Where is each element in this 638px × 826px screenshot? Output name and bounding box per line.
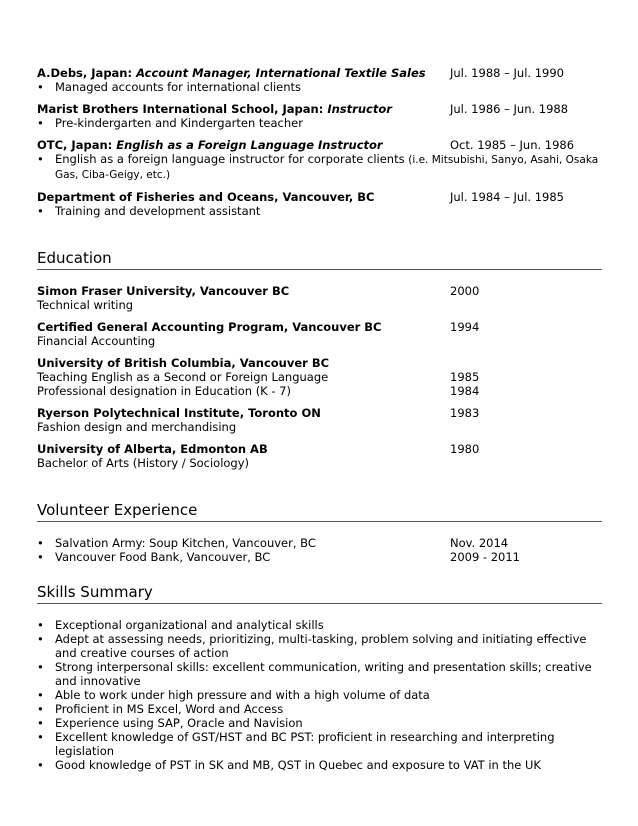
school-name: Certified General Accounting Program, Vancouver BC [37, 320, 382, 334]
skill-text: Strong interpersonal skills: excellent communication, writing and presentation skills; creative and innovative [55, 660, 592, 688]
job-title: Account Manager, International Textile Sales [136, 66, 426, 80]
work-bullet-clients: (i.e. Mitsubishi, Sanyo, Asahi, Osaka Gas, Ciba-Geigy, etc.) [55, 154, 599, 181]
work-bullet: Managed accounts for international clients [55, 80, 301, 94]
skill-text: Experience using SAP, Oracle and Navision [55, 716, 303, 730]
bullet-icon: • [37, 730, 44, 744]
bullet-icon: • [37, 550, 44, 564]
resume-page [37, 66, 602, 772]
work-bullet: Pre-kindergarten and Kindergarten teacher [55, 116, 303, 130]
volunteer-dates: Nov. 2014 [450, 536, 509, 550]
education-detail: Bachelor of Arts (History / Sociology) [37, 456, 250, 470]
section-heading-education: Education [37, 248, 602, 270]
volunteer-item [37, 536, 602, 550]
volunteer-text: Vancouver Food Bank, Vancouver, BC [55, 550, 271, 564]
work-dates: Jul. 1988 – Jul. 1990 [450, 66, 564, 80]
education-detail-year [450, 420, 602, 434]
job-title: English as a Foreign Language Instructor [116, 138, 383, 152]
work-history [37, 66, 602, 218]
bullet-icon: • [37, 618, 44, 632]
school-name: University of British Columbia, Vancouver BC [37, 356, 330, 370]
employer: Department of Fisheries and Oceans, Vancouver, BC [37, 190, 375, 204]
skill-text: Exceptional organizational and analytical skills [55, 618, 324, 632]
bullet-icon: • [37, 536, 44, 550]
work-entry [37, 190, 602, 218]
bullet-icon: • [37, 632, 44, 646]
volunteer-list [37, 536, 602, 564]
education-entry [37, 320, 602, 348]
school-name: Simon Fraser University, Vancouver BC [37, 284, 290, 298]
bullet-icon: • [37, 204, 44, 218]
skill-item [37, 618, 602, 632]
employer: Marist Brothers International School, Japan: [37, 102, 328, 116]
education-detail: Professional designation in Education (K - 7) [37, 384, 291, 398]
bullet-icon: • [37, 688, 44, 702]
education-entry [37, 406, 602, 434]
skill-text: Good knowledge of PST in SK and MB, QST in Quebec and exposure to VAT in the UK [55, 758, 541, 772]
work-dates: Oct. 1985 – Jun. 1986 [450, 138, 575, 152]
work-bullet-main: English as a foreign language instructor for corporate clients [55, 152, 409, 166]
education-year: 1983 [450, 406, 480, 420]
bullet-icon: • [37, 152, 44, 166]
skill-text: Able to work under high pressure and with a high volume of data [55, 688, 430, 702]
education-entry [37, 442, 602, 470]
school-name: Ryerson Polytechnical Institute, Toronto ON [37, 406, 321, 420]
education-detail-year: 1984 [450, 384, 480, 398]
skill-text: Adept at assessing needs, prioritizing, multi-tasking, problem solving and initiating effective and creative courses of action [55, 632, 587, 660]
skill-item [37, 702, 602, 716]
school-name: University of Alberta, Edmonton AB [37, 442, 268, 456]
bullet-icon: • [37, 80, 44, 94]
volunteer-text: Salvation Army: Soup Kitchen, Vancouver, BC [55, 536, 316, 550]
education-year [450, 356, 602, 370]
work-dates: Jul. 1986 – Jun. 1988 [450, 102, 569, 116]
skill-item [37, 660, 602, 688]
employer: OTC, Japan: [37, 138, 117, 152]
work-bullet [55, 152, 602, 182]
work-bullet: Training and development assistant [55, 204, 261, 218]
bullet-icon: • [37, 758, 44, 772]
education-detail-year [450, 298, 602, 312]
work-dates: Jul. 1984 – Jul. 1985 [450, 190, 564, 204]
skill-item [37, 632, 602, 660]
skill-item [37, 688, 602, 702]
education-year: 2000 [450, 284, 480, 298]
education-detail-year: 1985 [450, 370, 480, 384]
bullet-icon: • [37, 660, 44, 674]
bullet-icon: • [37, 702, 44, 716]
skill-item [37, 716, 602, 730]
education-detail: Fashion design and merchandising [37, 420, 237, 434]
education-year: 1980 [450, 442, 480, 456]
education-year: 1994 [450, 320, 480, 334]
education-detail: Financial Accounting [37, 334, 156, 348]
education-list [37, 284, 602, 470]
work-entry [37, 138, 602, 182]
section-heading-volunteer: Volunteer Experience [37, 500, 602, 522]
education-entry [37, 356, 602, 398]
bullet-icon: • [37, 116, 44, 130]
skills-list [37, 618, 602, 772]
volunteer-dates: 2009 - 2011 [450, 550, 520, 564]
skill-text: Proficient in MS Excel, Word and Access [55, 702, 284, 716]
job-title: Instructor [327, 102, 392, 116]
skill-text: Excellent knowledge of GST/HST and BC PST: proficient in researching and interpreting legislation [55, 730, 555, 758]
section-heading-skills: Skills Summary [37, 582, 602, 604]
bullet-icon: • [37, 716, 44, 730]
work-entry [37, 102, 602, 130]
education-detail-year [450, 334, 602, 348]
employer: A.Debs, Japan: [37, 66, 137, 80]
education-detail-year [450, 456, 602, 470]
skill-item [37, 730, 602, 758]
work-entry [37, 66, 602, 94]
education-detail: Teaching English as a Second or Foreign Language [37, 370, 329, 384]
education-detail: Technical writing [37, 298, 134, 312]
volunteer-item [37, 550, 602, 564]
skill-item [37, 758, 602, 772]
education-entry [37, 284, 602, 312]
